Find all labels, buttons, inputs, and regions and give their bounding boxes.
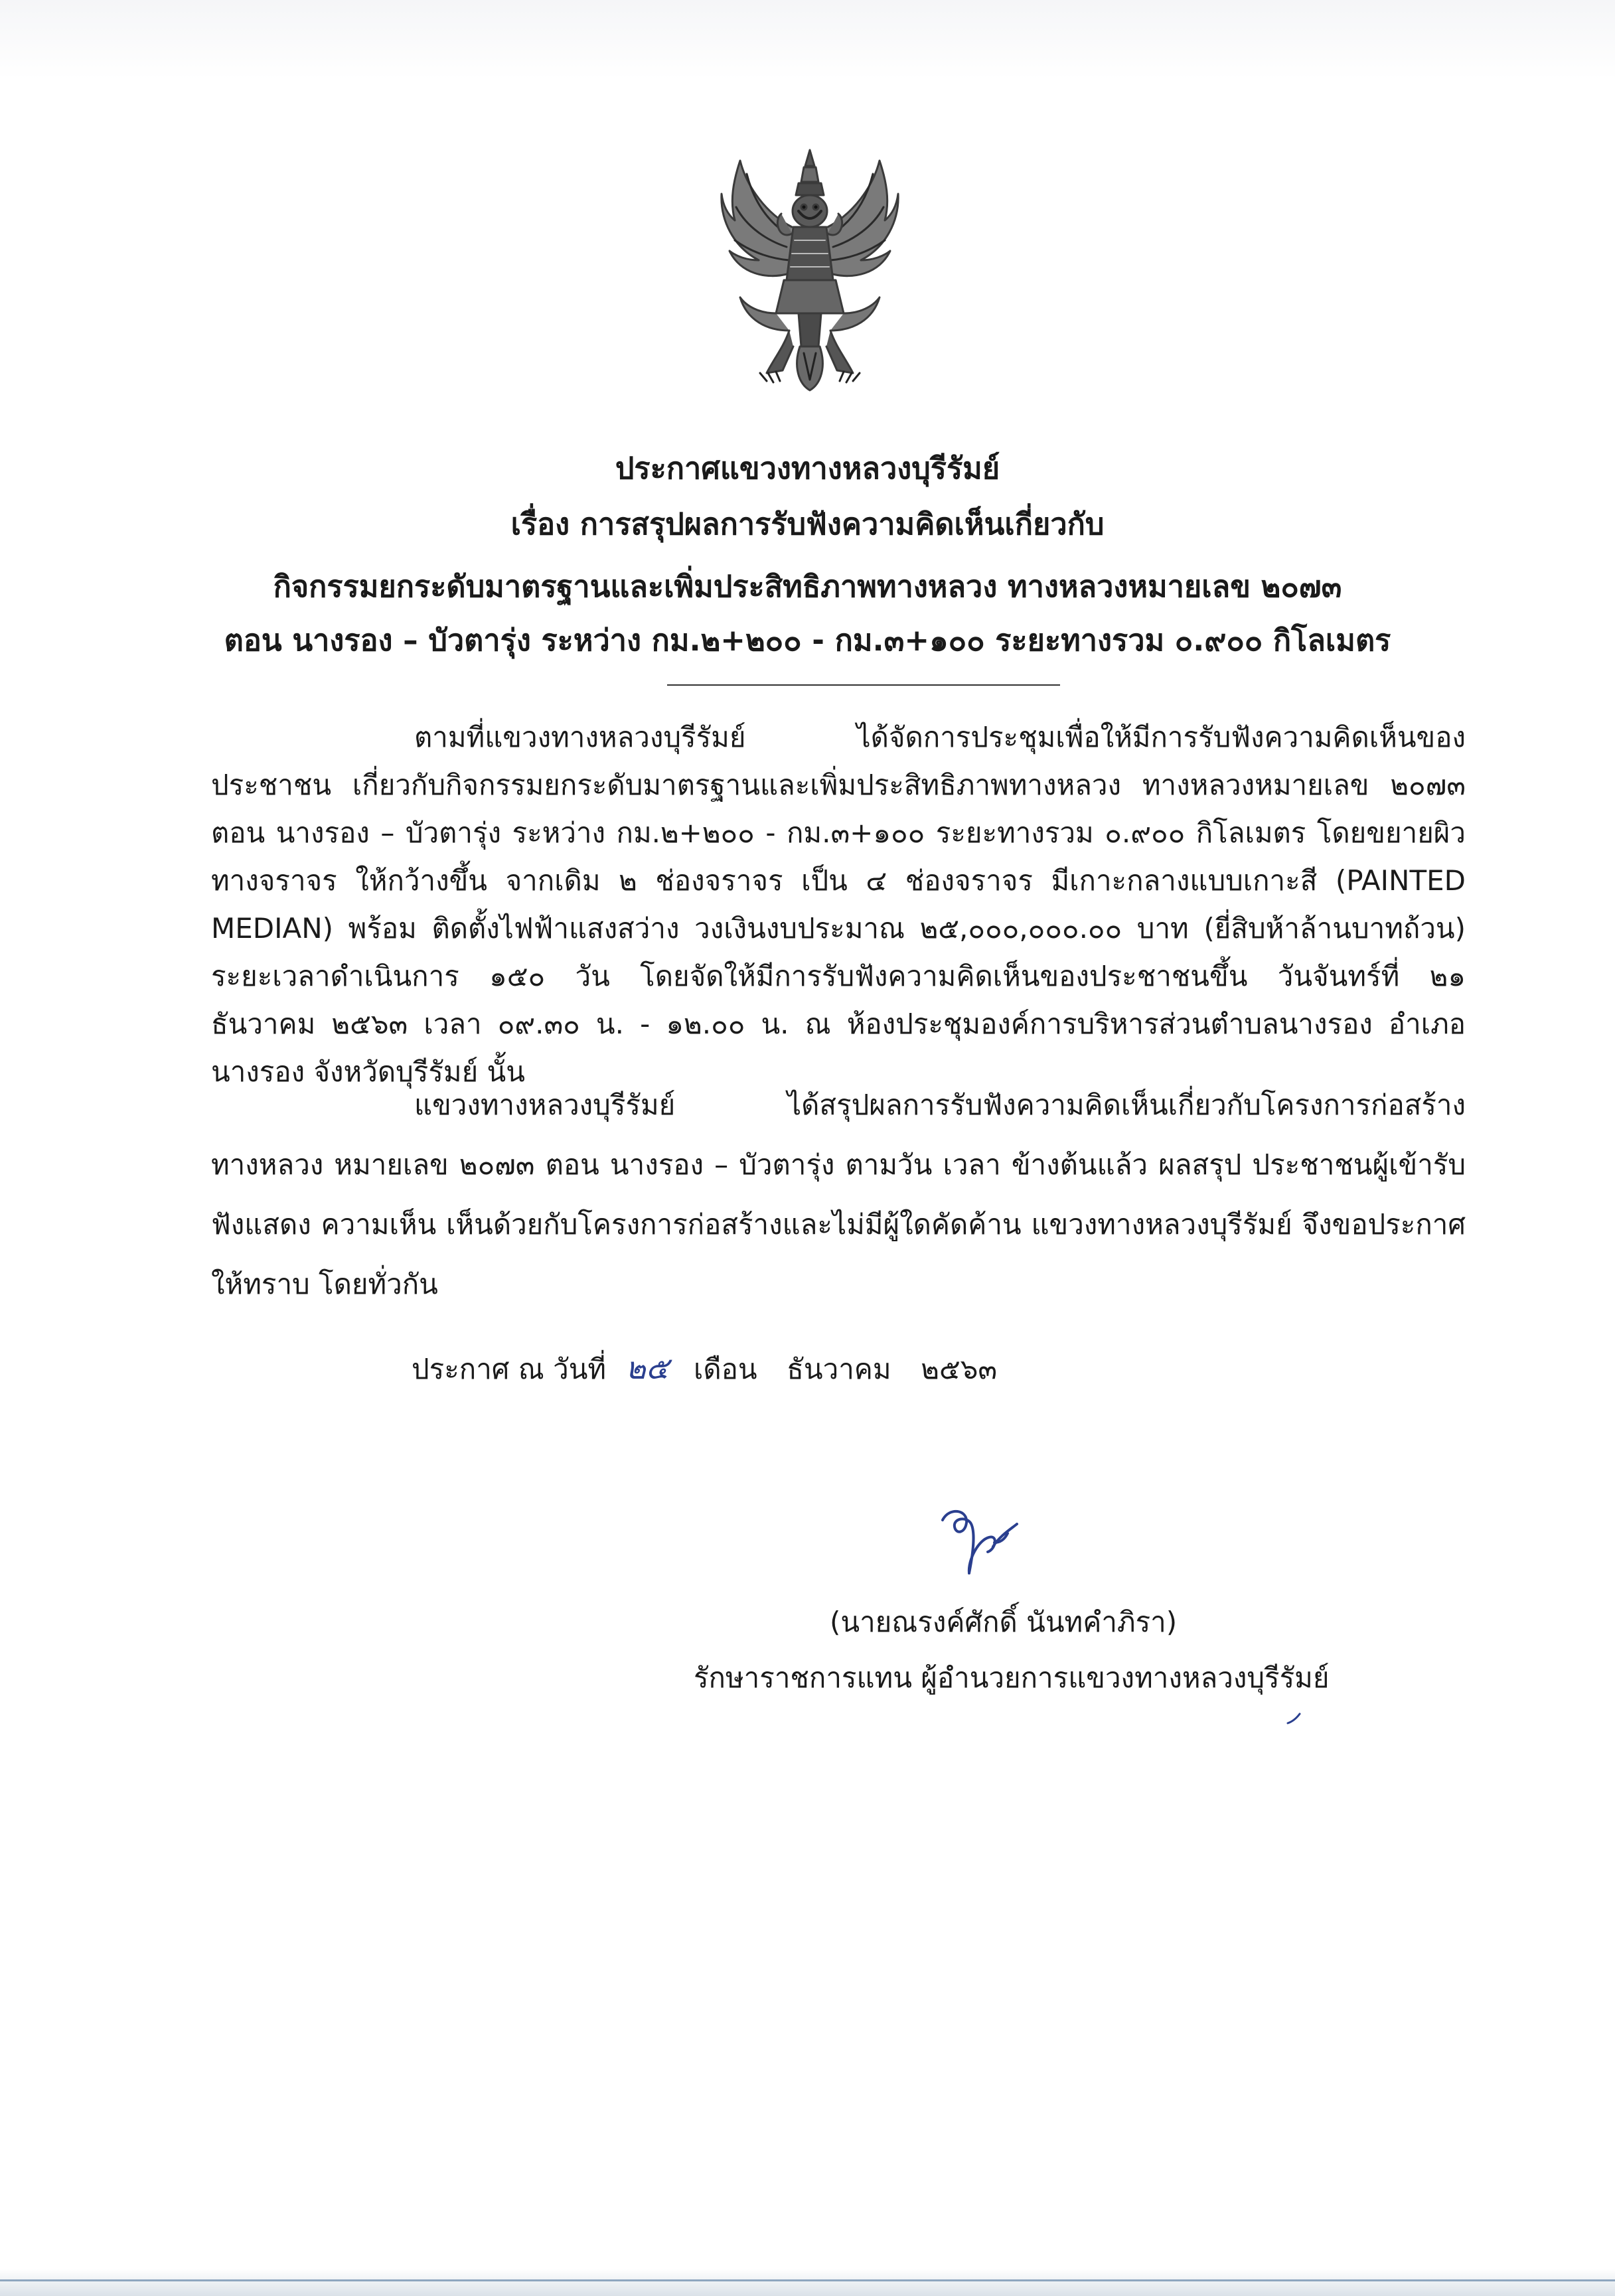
- heading-divider: [667, 684, 1060, 686]
- paragraph-1-text: ตามที่แขวงทางหลวงบุรีรัมย์ ได้จัดการประชุมเพื่อให้มีการรับฟังความคิดเห็นของประชาชน เกี่ยวกับกิจกรรมยกระดับมาตรฐานและเพิ่มประสิทธิภาพทางหลวง ทางหลวงหมายเลข ๒๐๗๓ ตอน นางรอง – บัวตารุ่ง ระหว่าง กม.๒+๒๐๐ - กม.๓+๑๐๐ ระยะทางรวม ๐.๙๐๐ กิโลเมตร โดยขยายผิวทางจราจร ให้กว้างขึ้น จากเดิม ๒ ช่องจราจร เป็น ๔ ช่องจราจร มีเกาะกลางแบบเกาะสี (PAINTED MEDIAN) พร้อม ติดตั้งไฟฟ้าแสงสว่าง วงเงินงบประมาณ ๒๕,๐๐๐,๐๐๐.๐๐ บาท (ยี่สิบห้าล้านบาทถ้วน) ระยะเวลาดำเนินการ ๑๕๐ วัน โดยจัดให้มีการรับฟังความคิดเห็นของประชาชนขึ้น วันจันทร์ที่ ๒๑ ธันวาคม ๒๕๖๓ เวลา ๐๙.๓๐ น. - ๑๒.๐๐ น. ณ ห้องประชุมองค์การบริหารส่วนตำบลนางรอง อำเภอนางรอง จังหวัดบุรีรัมย์ นั้น: [211, 721, 1466, 1088]
- announcement-section: ตอน นางรอง – บัวตารุ่ง ระหว่าง กม.๒+๒๐๐ - กม.๓+๑๐๐ ระยะทางรวม ๐.๙๐๐ กิโลเมตร: [224, 623, 1391, 658]
- signer-title: รักษาราชการแทน ผู้อำนวยการแขวงทางหลวงบุรีรัมย์: [694, 1661, 1330, 1694]
- date-year: ๒๕๖๓: [921, 1353, 998, 1385]
- scan-artifact-top: [0, 0, 1615, 80]
- date-prefix: ประกาศ ณ วันที่: [412, 1353, 607, 1385]
- date-day-handwritten: ๒๕: [625, 1350, 669, 1386]
- signer-name: (นายณรงค์ศักดิ์ นันทคำภิรา): [830, 1606, 1178, 1638]
- date-month: ธันวาคม: [787, 1353, 891, 1385]
- announcement-subject: เรื่อง การสรุปผลการรับฟังความคิดเห็นเกี่ยวกับ: [510, 506, 1105, 542]
- paragraph-2-text: แขวงทางหลวงบุรีรัมย์ ได้สรุปผลการรับฟังความคิดเห็นเกี่ยวกับโครงการก่อสร้างทางหลวง หมายเลข ๒๐๗๓ ตอน นางรอง – บัวตารุ่ง ตามวัน เวลา ข้างต้นแล้ว ผลสรุป ประชาชนผู้เข้ารับฟังแสดง ความเห็น เห็นด้วยกับโครงการก่อสร้างและไม่มีผู้ใดคัดค้าน แขวงทางหลวงบุรีรัมย์ จึงขอประกาศให้ทราบ โดยทั่วกัน: [211, 1089, 1466, 1300]
- garuda-emblem: [720, 147, 899, 393]
- announcement-title: ประกาศแขวงทางหลวงบุรีรัมย์: [615, 451, 1000, 486]
- body-paragraph-1: [211, 714, 1466, 1096]
- body-paragraph-2: [211, 1075, 1466, 1314]
- date-month-label: เดือน: [693, 1353, 757, 1385]
- scan-artifact-bottom: [0, 2269, 1615, 2296]
- scan-artifact-bottom-line: [0, 2279, 1615, 2281]
- ink-tick-mark: [1286, 1713, 1301, 1724]
- announcement-activity: กิจกรรมยกระดับมาตรฐานและเพิ่มประสิทธิภาพทางหลวง ทางหลวงหมายเลข ๒๐๗๓: [273, 569, 1342, 604]
- handwritten-signature: [929, 1500, 1036, 1586]
- announcement-date-line: [412, 1344, 997, 1393]
